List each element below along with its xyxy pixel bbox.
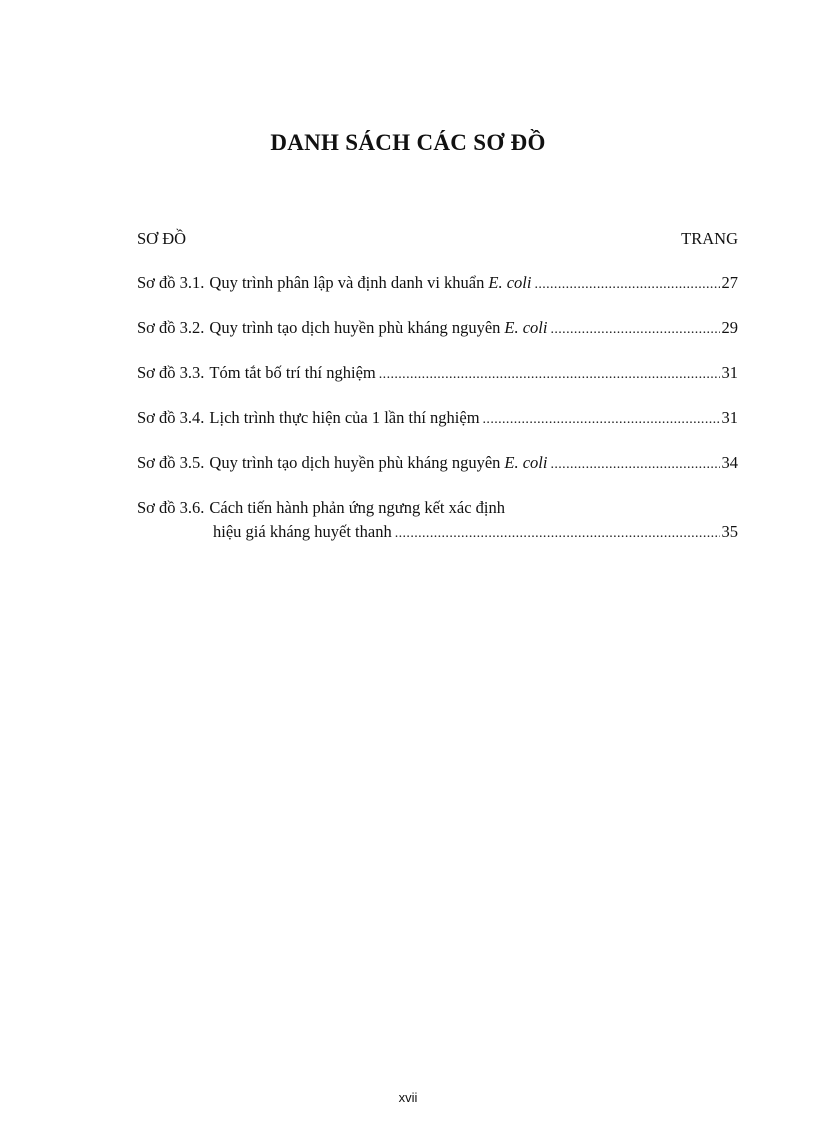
toc-entry-text: Lịch trình thực hiện của 1 lần thí nghiệm: [209, 408, 480, 427]
toc-entry-3-5[interactable]: [137, 451, 738, 477]
toc-entry-page: 31: [721, 363, 738, 382]
toc-entry-3-1[interactable]: [137, 271, 738, 297]
dot-leader: [395, 522, 720, 546]
toc-entry-text: Quy trình tạo dịch huyền phù kháng nguyên: [209, 453, 501, 472]
toc-entry-continuation: hiệu giá kháng huyết thanh: [213, 522, 392, 541]
toc-list: [137, 271, 738, 565]
page-title: DANH SÁCH CÁC SƠ ĐỒ: [270, 130, 546, 155]
toc-entry-page: 29: [721, 318, 738, 337]
toc-entry-italic: E. coli: [488, 273, 532, 292]
toc-entry-italic: E. coli: [504, 318, 548, 337]
toc-entry-page: 34: [721, 453, 738, 472]
toc-entry-text: Quy trình tạo dịch huyền phù kháng nguyên: [209, 318, 501, 337]
dot-leader: [379, 363, 720, 387]
toc-entry-text: Cách tiến hành phản ứng ngưng kết xác định: [209, 498, 505, 517]
dot-leader: [483, 408, 720, 432]
toc-entry-page: 27: [721, 273, 738, 292]
toc-entry-3-3[interactable]: [137, 361, 738, 387]
column-header-diagram: SƠ ĐỒ: [137, 229, 187, 248]
toc-entry-label: Sơ đồ 3.5.: [137, 453, 205, 472]
column-headers: [137, 229, 738, 249]
toc-entry-page: 35: [721, 522, 738, 541]
toc-entry-label: Sơ đồ 3.6.: [137, 498, 205, 517]
toc-entry-3-2[interactable]: [137, 316, 738, 342]
dot-leader: [550, 453, 719, 477]
page-number: xvii: [398, 1090, 418, 1105]
dot-leader: [534, 273, 719, 297]
column-header-page: TRANG: [681, 229, 738, 248]
toc-entry-text: Quy trình phân lập và định danh vi khuẩn: [209, 273, 485, 292]
toc-entry-label: Sơ đồ 3.3.: [137, 363, 205, 382]
toc-entry-label: Sơ đồ 3.4.: [137, 408, 205, 427]
dot-leader: [550, 318, 719, 342]
toc-entry-label: Sơ đồ 3.1.: [137, 273, 205, 292]
toc-entry-label: Sơ đồ 3.2.: [137, 318, 205, 337]
toc-entry-3-4[interactable]: [137, 406, 738, 432]
toc-entry-page: 31: [721, 408, 738, 427]
toc-entry-3-6[interactable]: [137, 496, 738, 546]
toc-entry-italic: E. coli: [504, 453, 548, 472]
toc-entry-text: Tóm tắt bố trí thí nghiệm: [209, 363, 376, 382]
